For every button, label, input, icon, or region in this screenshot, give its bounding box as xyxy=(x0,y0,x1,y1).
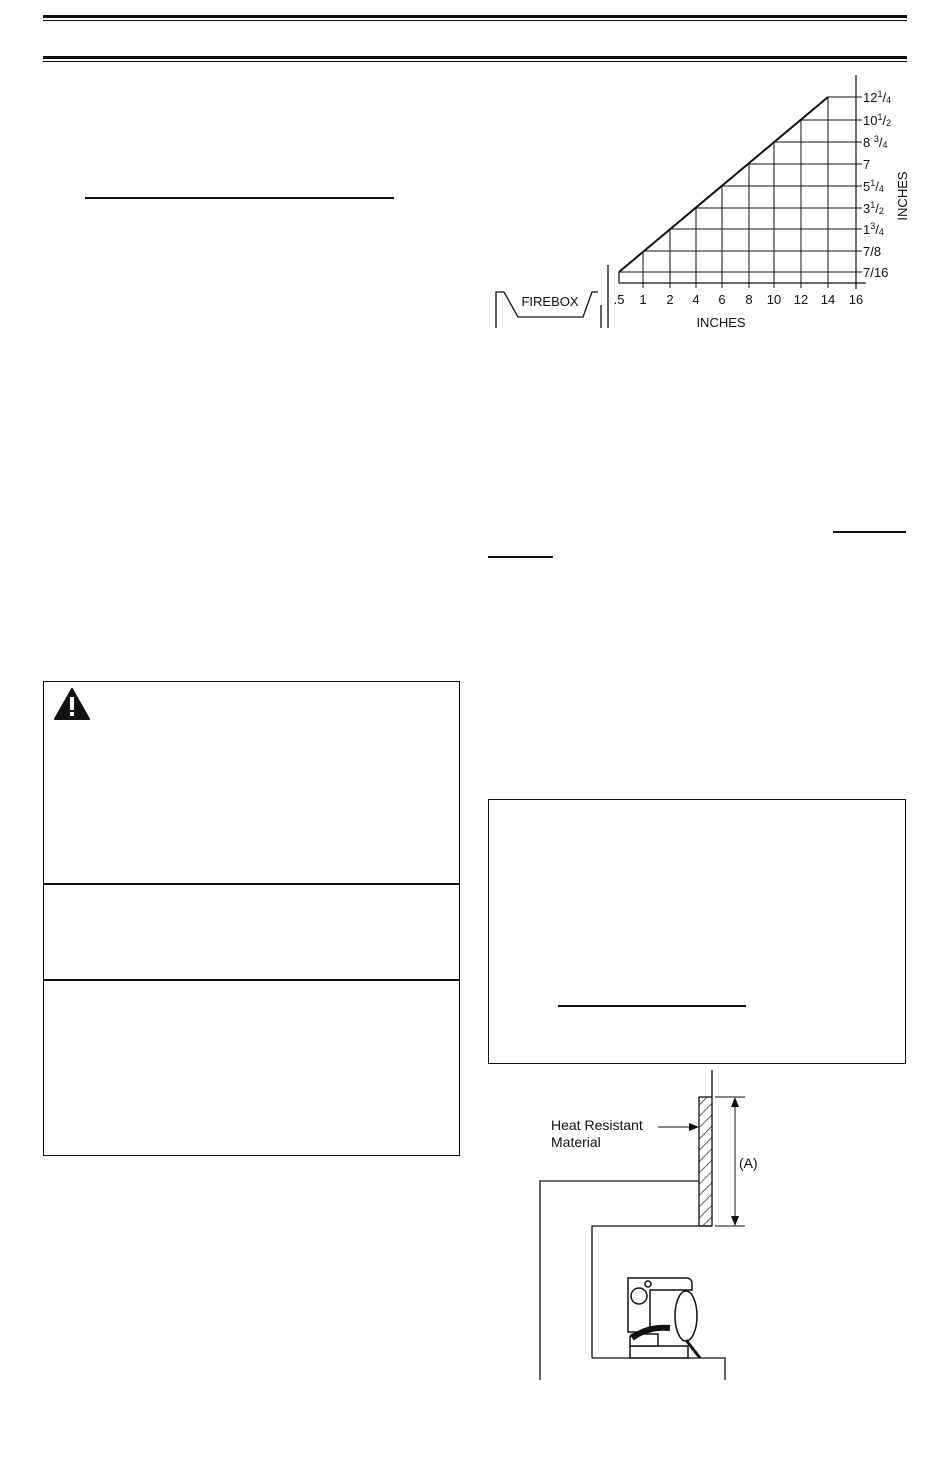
x-tick-label: 14 xyxy=(820,292,836,307)
y-tick-label: 7/8 xyxy=(863,244,882,259)
info-box xyxy=(488,799,906,1064)
heat-resistant-material xyxy=(699,1097,712,1226)
dimension-label-a: (A) xyxy=(739,1155,758,1171)
info-box-underline xyxy=(558,1005,746,1007)
inline-underline-right-2 xyxy=(488,556,553,558)
heat-resistant-diagram xyxy=(530,1070,770,1382)
y-tick-label: $10^1/2$ xyxy=(863,112,892,128)
header-rule-top-thin xyxy=(43,20,907,21)
x-tick-label: 8 xyxy=(745,292,753,307)
y-tick-label: $5^1/4$ xyxy=(863,178,884,194)
y-tick-label: 7 xyxy=(863,157,871,172)
section-heading-underline xyxy=(85,197,394,199)
x-tick-label: 4 xyxy=(692,292,700,307)
x-tick-labels xyxy=(614,292,864,307)
x-tick-label: 2 xyxy=(666,292,674,307)
heater-icon xyxy=(628,1278,700,1358)
y-tick-label: 8 $^3$/4 xyxy=(863,134,888,150)
chart-grid xyxy=(619,75,866,289)
warning-box xyxy=(43,681,460,1156)
x-tick-label: 10 xyxy=(766,292,782,307)
clearance-diagonal xyxy=(619,97,828,272)
y-tick-label: 7/16 xyxy=(863,265,889,280)
x-tick-label: 12 xyxy=(793,292,809,307)
heat-resistant-label-line1: Heat Resistant xyxy=(551,1117,643,1133)
warning-box-divider-2 xyxy=(43,979,460,981)
header-rule-bottom xyxy=(43,56,907,59)
y-axis-label: INCHES xyxy=(895,171,910,221)
header-rule-bottom-thin xyxy=(43,61,907,62)
x-axis-label: INCHES xyxy=(696,315,746,330)
warning-box-divider-1 xyxy=(43,883,460,885)
x-tick-label: 1 xyxy=(639,292,647,307)
warning-triangle-icon xyxy=(53,687,91,721)
header-rule-top xyxy=(43,15,907,18)
y-tick-labels xyxy=(863,89,891,280)
x-tick-label: .5 xyxy=(613,292,625,307)
y-tick-label: $1^3/4$ xyxy=(863,221,884,237)
clearance-chart xyxy=(488,75,928,337)
inline-underline-right-1 xyxy=(833,531,906,533)
x-tick-label: 6 xyxy=(718,292,726,307)
y-tick-label: $3^1/2$ xyxy=(863,200,884,216)
x-tick-label: 16 xyxy=(848,292,864,307)
y-tick-label: $12^1/4$ xyxy=(863,89,892,105)
heat-resistant-label-line2: Material xyxy=(551,1134,601,1150)
firebox-label: FIREBOX xyxy=(521,294,579,309)
